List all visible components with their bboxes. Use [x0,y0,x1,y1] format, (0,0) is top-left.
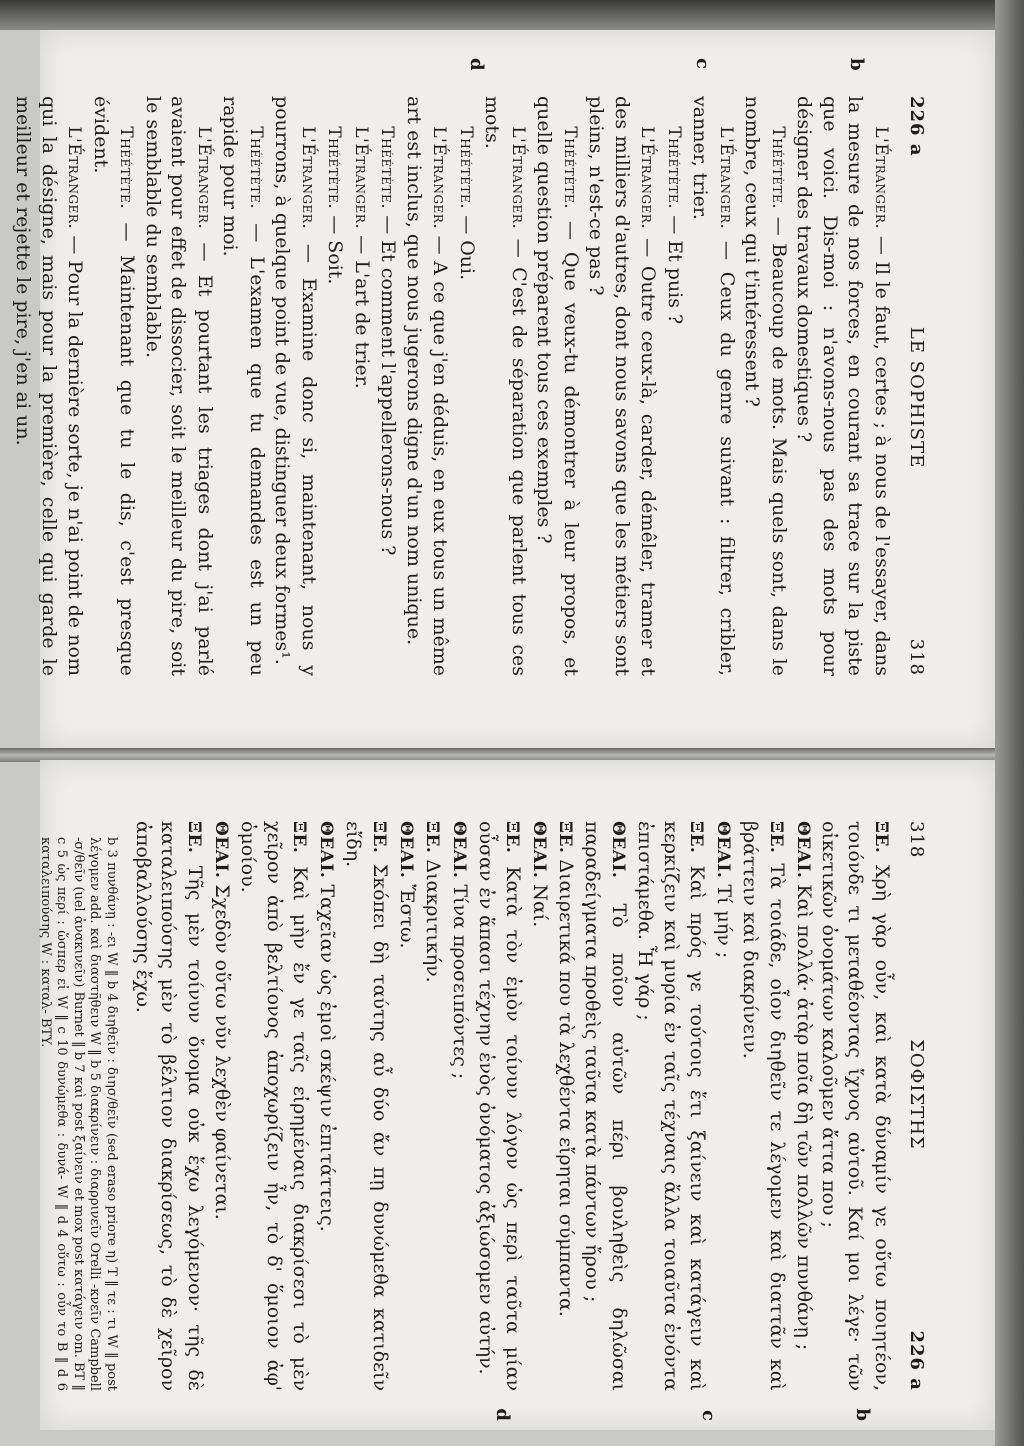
paragraph: L'Étranger. — Et pourtant les triages dont j'ai parlé avaient pour effet de dissocier, soit le meilleur du pire, soit le semblable du semblable. [142,96,216,676]
paragraph: ΘΕΑΙ. Σχεδὸν οὕτω νῦν λεχθὲν φαίνεται. [211,821,234,1220]
book-fore-edge [995,0,1024,1446]
paragraph: ΘΕΑΙ. Ἔστω. [395,821,418,949]
paragraph: ΞΕ. Καὶ μὴν ἔν γε ταῖς εἰρημέναις διακρίσεσι τὸ μὲν χεῖρον ἀπὸ βελτίονος ἀποχωρίζειν ἦν, τὸ δ' ὅμοιον ἀφ' ὁμοίου. [236,821,312,1391]
section-marker: 226 a [906,96,927,157]
paragraph: ΘΕΑΙ. Καὶ πολλά· ἀτὰρ ποῖα δὴ τῶν πολλῶν πυνθάνῃ ; [792,821,815,1351]
paragraph: ΘΕΑΙ. Τὸ ποῖον αὐτῶν πέρι βουληθεὶς δηλῶσαι παραδείγματα προθεὶς ταῦτα κατὰ πάντων ἤρου ; [581,821,631,1391]
paragraph: ΞΕ. Τὰ τοιάδε, οἷον διηθεῖν τε λέγομεν καὶ διαττᾶν καὶ βράττειν καὶ διακρίνειν. [739,821,788,1391]
page-number: 318 [906,821,927,859]
margin-letter: c [692,58,713,69]
paragraph: L'Étranger. — Pour la dernière sorte, je n'ai point de nom qui la désigne, mais pour la première, celle qui garde le meilleur et rejette le pire, j'en ai un. [12,96,87,676]
paragraph: Théétète. — Maintenant que tu le dis, c'est presque évident. [90,96,139,676]
paragraph: L'Étranger. — A ce que j'en déduis, en eux tous un même art est inclus, que nous jugerons digne d'un nom unique. [403,96,452,676]
paragraph: ΞΕ. Κατὰ τὸν ἐμὸν τοίνυν λόγον ὡς περὶ ταῦτα μίαν οὖσαν ἐν ἅπασι τέχνην ἑνὸς ὀνόματος ἀξιώσομεν αὐτήν. [475,821,524,1391]
paragraph: Théétète. — Que veux-tu démontrer à leur propos, et quelle question préparent tous ces exemples ? [533,96,582,676]
paragraph: ΞΕ. Καὶ πρός γε τούτοις ἔτι ξαίνειν καὶ κατάγειν καὶ κερκίζειν καὶ μυρία ἐν ταῖς τέχναις ἄλλα τοιαῦτα ἐνόντα ἐπιστάμεθα. Ἦ γάρ ; [633,821,709,1391]
running-head [906,821,927,1391]
margin-letter: d [492,1408,513,1421]
paragraph: Théétète. — Et comment l'appellerons-nous ? [377,126,400,556]
greek-text [129,821,894,1391]
book-top-edge [0,0,1024,30]
paragraph: ΞΕ. Τῆς μὲν τοίνυν ὄνομα οὐκ ἔχω λεγόμενον· τῆς δὲ καταλειπούσης μὲν τὸ βέλτιον διακρίσεως, τὸ δὲ χεῖρον ἀποβαλλούσης ἔχω. [131,821,207,1391]
paragraph: L'Étranger. — L'art de trier. [351,126,373,389]
paragraph: L'Étranger. — Il le faut, certes ; à nous de l'essayer, dans la mesure de nos forces, en courant sa trace sur la piste que voici. Dis-moi : n'avons-nous pas des mots pour désigner des travaux domestiques ? [793,96,893,676]
margin-letter: b [846,58,867,71]
paragraph: Théétète. — L'examen que tu demandes est un peu rapide pour moi. [219,96,268,676]
greek-text-frame [37,775,945,1425]
paragraph: ΘΕΑΙ. Ταχεῖαν ὡς ἐμοὶ σκέψιν ἐπιτάττεις. [316,821,339,1232]
paragraph: L'Étranger. — Examine donc si, maintenant, nous y pourrons, à quelque point de vue, distinguer deux formes¹. [271,96,320,676]
paragraph: ΘΕΑΙ. Τίνα προσειπόντες ; [449,821,472,1080]
paragraph: ΞΕ. Διαιρετικά που τὰ λεχθέντα εἴρηται σύμπαντα. [555,821,578,1317]
section-marker: 226 a [906,1330,927,1391]
margin-letter: c [698,1410,719,1421]
paragraph: L'Étranger. — C'est de séparation que parlent tous ces mots. [481,96,530,676]
book-title: ΣΟΦΙΣΤΗΣ [906,1039,927,1150]
french-text-frame [12,50,945,710]
book-title: LE SOPHISTE [906,326,927,469]
running-head [906,96,927,676]
paragraph: ΘΕΑΙ. Τί μήν ; [713,821,736,959]
paragraph: ΞΕ. Χρὴ γὰρ οὖν, καὶ κατὰ δύναμίν γε οὕτω ποιητέον, τοιόνδε τι μεταθέοντας ἴχνος αὐτοῦ. Καί μοι λέγε· τῶν οἰκετικῶν ὀνομάτων καλοῦμεν ἄττα που ; [818,821,893,1391]
paragraph: Théétète. — Et puis ? [664,126,686,325]
paragraph: ΘΕΑΙ. Ναί. [528,821,551,928]
french-text [10,96,894,676]
paragraph: Théétète. — Beaucoup de mots. Mais quels sont, dans le nombre, ceux qui t'intéressent ? [741,96,790,676]
paragraph: L'Étranger. — Ceux du genre suivant : filtrer, cribler, vanner, trier. [689,96,738,676]
page-number: 318 [906,638,927,676]
critical-apparatus: b 3 πυνθάνῃ : -ει W ‖ b 4 διηθεῖν : διησ/θεῖν (sed eraso priore η) T ‖ τε : τι W ‖ post λέγομεν add. καὶ διαστῆθειν W ‖ b 5 διακρίνειν : διαρρινεῖν Orelli -κνεῖν Campbell -σ/θεῖν (uel ἀνακινεῖν) Burnet ‖ b 7 καὶ post ξαίνειν et mox post κατάγειν om. BT ‖ c 5 ὡς περί : ὥσπερ εἰ W ‖ c 10 δυνώμεθα : δυνά- W ‖ d 4 οὕτω : οὖν το B ‖ d 6 καταλειπούσης W : καταλ- BTY. [37,837,119,1391]
paragraph: Théétète. — Soit. [324,126,347,285]
margin-letter: b [852,1408,873,1421]
paragraph: Théétète. — Oui. [456,126,478,281]
margin-letter: d [466,58,487,71]
paragraph: ΞΕ. Διακριτικήν. [422,821,445,983]
paragraph: ΞΕ. Σκόπει δὴ ταύτης αὖ δύο ἄν πῃ δυνώμεθα κατιδεῖν εἴδη. [342,821,391,1391]
paragraph: L'Étranger. — Outre ceux-là, carder, démêler, tramer et des milliers d'autres, dont nous savons que les métiers sont pleins, n'est-ce pas ? [585,96,660,676]
